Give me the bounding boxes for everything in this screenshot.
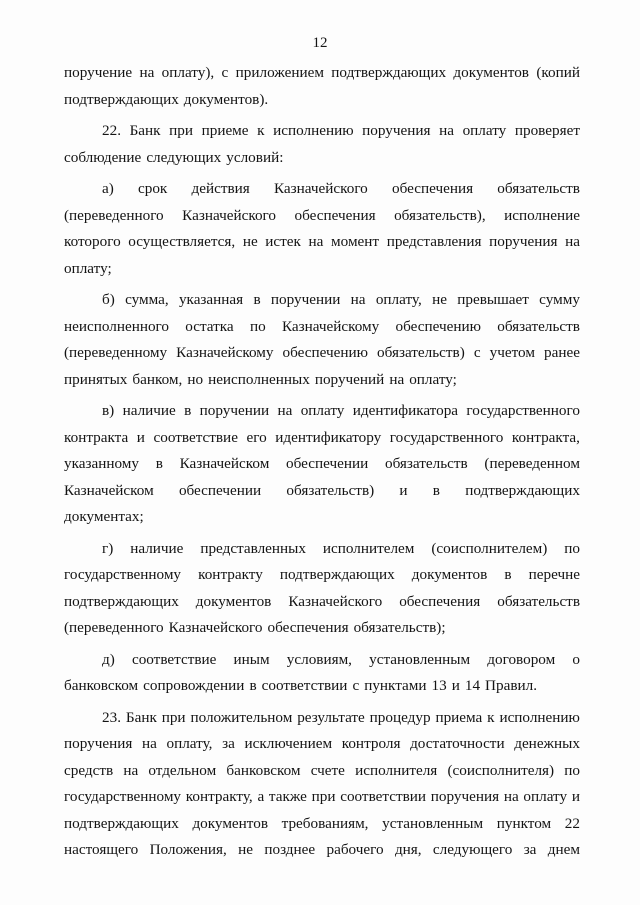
word: исключением [244, 735, 333, 752]
word: на [350, 291, 366, 308]
word: 14 [464, 677, 481, 694]
word: 22. [102, 122, 121, 139]
word: обязательств) [377, 344, 465, 361]
word: обеспечении [178, 481, 262, 499]
word: истек [265, 233, 301, 250]
word: настоящего [64, 841, 139, 858]
word: банковском [226, 761, 301, 779]
word: (соисполнителем) [431, 539, 548, 557]
word: контракту, [185, 788, 253, 805]
word: контракта, [511, 428, 580, 446]
word: достаточности [410, 735, 505, 752]
word: по [564, 539, 580, 557]
word: оплату, [375, 291, 422, 308]
text-line [64, 314, 580, 341]
word: указанному [64, 455, 139, 472]
word: установленным [369, 650, 471, 668]
word: договором [487, 650, 556, 668]
word: Казначейского [182, 206, 276, 224]
word: контроля [341, 735, 401, 752]
word: Положения, [149, 841, 227, 858]
document-body [64, 60, 580, 864]
word: банком, [132, 370, 183, 388]
word: обязательств) [286, 481, 375, 499]
word: (копий [536, 64, 580, 81]
word: отдельном [148, 761, 217, 779]
word: требованиям, [281, 814, 369, 832]
word: с [221, 64, 229, 81]
word: поручения [489, 233, 558, 250]
word: обязательств [497, 592, 580, 610]
text-line [64, 705, 580, 732]
word: на [503, 788, 519, 805]
word: на [565, 233, 580, 250]
word: д) [102, 650, 115, 668]
word: осуществляется, [128, 233, 236, 250]
text-line [64, 287, 580, 314]
word: подтверждающих [64, 814, 179, 832]
word: Казначейского [273, 180, 368, 197]
word: по [249, 317, 266, 335]
word: представленных [200, 539, 306, 557]
word: на [139, 64, 155, 81]
word: контракта [64, 428, 129, 446]
word: на [308, 233, 324, 250]
word: его [246, 428, 267, 446]
word: условий: [226, 148, 284, 166]
word: условиям, [286, 650, 352, 668]
word: обязательств); [353, 619, 446, 636]
word: в [253, 291, 261, 308]
word: сопровождении [143, 677, 245, 694]
word: обеспечения [399, 592, 481, 610]
word: положительном [190, 708, 293, 726]
text-line [64, 87, 580, 114]
word: в [155, 455, 163, 472]
word: (переведенного [64, 206, 164, 224]
word: контракту [198, 566, 263, 583]
word: Правил. [485, 677, 538, 694]
word: представления [386, 233, 482, 250]
word: банковском [64, 677, 139, 694]
word: рабочего [326, 841, 384, 858]
word: не [242, 233, 258, 250]
word: поручение [64, 64, 133, 81]
word: документов [192, 814, 268, 832]
text-line [64, 451, 580, 478]
word: исполнению [499, 708, 580, 726]
word: соответствие [153, 428, 238, 446]
word: позднее [264, 841, 316, 858]
text-line [64, 118, 580, 145]
word: средств [64, 761, 114, 779]
word: ранее [544, 344, 580, 361]
word: поручении [270, 291, 341, 308]
word: идентификатора [352, 402, 459, 419]
word: указанная [178, 291, 244, 308]
word: поручения [362, 122, 431, 139]
text-line [64, 176, 580, 203]
word: остатка [185, 317, 234, 335]
word: принятых [64, 370, 128, 388]
word: обязательств [384, 455, 468, 472]
word: на [141, 735, 157, 752]
word: (соисполнителя) [447, 761, 555, 779]
word: обеспечения [267, 619, 349, 636]
word: с [473, 344, 481, 361]
word: приема [435, 708, 483, 726]
word: документов [195, 592, 272, 610]
text-line [64, 145, 580, 172]
word: результате [297, 708, 365, 726]
word: не [432, 291, 447, 308]
word: соответствии [261, 677, 348, 694]
word: соответствии [340, 788, 427, 805]
word: пунктами [364, 677, 427, 694]
word: о [572, 650, 580, 668]
word: подтверждающих [331, 64, 447, 81]
text-line [64, 504, 580, 531]
word: на [389, 370, 405, 388]
word: которого [64, 233, 121, 250]
word: поручений [314, 370, 385, 388]
word: соответствие [131, 650, 217, 668]
word: документов). [183, 90, 269, 108]
word: и [571, 788, 580, 805]
word: государственному [64, 788, 182, 805]
word: Казначейского [168, 619, 263, 636]
word: и [136, 428, 145, 446]
word: к [257, 122, 265, 139]
word: обязательств [497, 180, 580, 197]
word: г) [102, 539, 114, 557]
word: оплату, [166, 735, 213, 752]
text-line [64, 731, 580, 758]
word: также [268, 788, 307, 805]
word: наличие [122, 402, 176, 419]
word: 23. [102, 708, 121, 726]
word: Казначейскому [281, 317, 380, 335]
word: установленным [382, 814, 484, 832]
word: исполнителя [355, 761, 438, 779]
word: перечне [528, 566, 580, 583]
word: процедур [369, 708, 431, 726]
word: обеспечении [286, 455, 369, 472]
word: (переведенного [64, 619, 164, 636]
word: действия [191, 180, 250, 197]
word: сумма, [125, 291, 169, 308]
word: а [257, 788, 265, 805]
word: обеспечению [282, 344, 368, 361]
word: но [187, 370, 204, 388]
word: следующих [146, 148, 222, 166]
word: подтверждающих [279, 566, 395, 583]
text-line [64, 811, 580, 838]
text-line [64, 478, 580, 505]
word: Казначейском [179, 455, 270, 472]
word: подтверждающих [64, 592, 179, 610]
word: Казначейскому [176, 344, 274, 361]
text-line [64, 758, 580, 785]
word: дня, [394, 841, 422, 858]
text-line [64, 784, 580, 811]
word: Банк [129, 122, 161, 139]
word: в [184, 402, 192, 419]
word: оплату [462, 122, 507, 139]
word: приеме [201, 122, 249, 139]
text-line [64, 203, 580, 230]
word: срок [138, 180, 168, 197]
word: документов [411, 566, 488, 583]
word: обеспечения [391, 180, 474, 197]
word: поручении [199, 402, 270, 419]
word: обязательств [497, 317, 580, 335]
word: исполнению [273, 122, 354, 139]
word: 13 [431, 677, 447, 694]
word: поручения [430, 788, 500, 805]
text-line [64, 673, 580, 700]
word: в [432, 481, 440, 499]
text-line [64, 398, 580, 425]
word: оплату; [409, 370, 457, 388]
word: денежных [514, 735, 580, 752]
word: счете [310, 761, 345, 779]
word: подтверждающих [465, 481, 580, 499]
word: проверяет [514, 122, 580, 139]
word: обеспечения [294, 206, 376, 224]
page-number: 12 [312, 35, 328, 51]
word: в) [102, 402, 115, 419]
word: за [523, 841, 537, 858]
word: на [277, 402, 293, 419]
text-line [64, 615, 580, 642]
word: по [564, 761, 580, 779]
word: при [169, 122, 193, 139]
word: подтверждающих [64, 90, 179, 108]
word: неисполненного [64, 317, 169, 335]
word: к [487, 708, 495, 726]
text-line [64, 589, 580, 616]
word: государственного [466, 402, 580, 419]
word: в [249, 677, 257, 694]
word: не [238, 841, 254, 858]
text-line [64, 562, 580, 589]
word: пунктом [496, 814, 552, 832]
word: государственному [64, 566, 182, 583]
word: Казначейском [64, 481, 154, 499]
word: обязательств), [394, 206, 486, 224]
text-line [64, 340, 580, 367]
text-line [64, 647, 580, 674]
word: в [504, 566, 512, 583]
word: (переведенном [484, 455, 580, 472]
word: сумму [539, 291, 580, 308]
word: соблюдение [64, 148, 142, 166]
word: Банк [125, 708, 157, 726]
word: исполнение [504, 206, 580, 224]
word: (переведенному [64, 344, 168, 361]
word: на [439, 122, 454, 139]
word: за [222, 735, 235, 752]
text-line [64, 837, 580, 864]
word: оплату), [161, 64, 215, 81]
word: момент [331, 233, 380, 250]
word: обеспечению [395, 317, 481, 335]
word: а) [102, 180, 114, 197]
text-line [64, 367, 580, 394]
word: и [399, 481, 408, 499]
word: Казначейского [288, 592, 383, 610]
word: государственного [389, 428, 504, 446]
word: неисполненных [208, 370, 310, 388]
text-line [64, 256, 580, 283]
word: учетом [489, 344, 535, 361]
word: документах; [64, 508, 144, 525]
word: на [123, 761, 139, 779]
word: при [311, 788, 336, 805]
word: поручения [64, 735, 133, 752]
word: идентификатору [275, 428, 382, 446]
word: и [451, 677, 460, 694]
text-line [64, 536, 580, 563]
word: исполнителем [322, 539, 415, 557]
word: б) [102, 291, 115, 308]
word: оплату [300, 402, 345, 419]
word: при [161, 708, 186, 726]
word: оплату [523, 788, 568, 805]
text-line [64, 425, 580, 452]
word: превышает [457, 291, 529, 308]
word: 22 [564, 814, 580, 832]
word: оплату; [64, 259, 112, 277]
word: следующего [432, 841, 513, 858]
word: наличие [130, 539, 184, 557]
word: документов [453, 64, 529, 81]
word: с [352, 677, 360, 694]
word: днем [547, 841, 580, 858]
word: приложением [235, 64, 324, 81]
text-line [64, 229, 580, 256]
word: иным [233, 650, 270, 668]
text-line [64, 60, 580, 87]
